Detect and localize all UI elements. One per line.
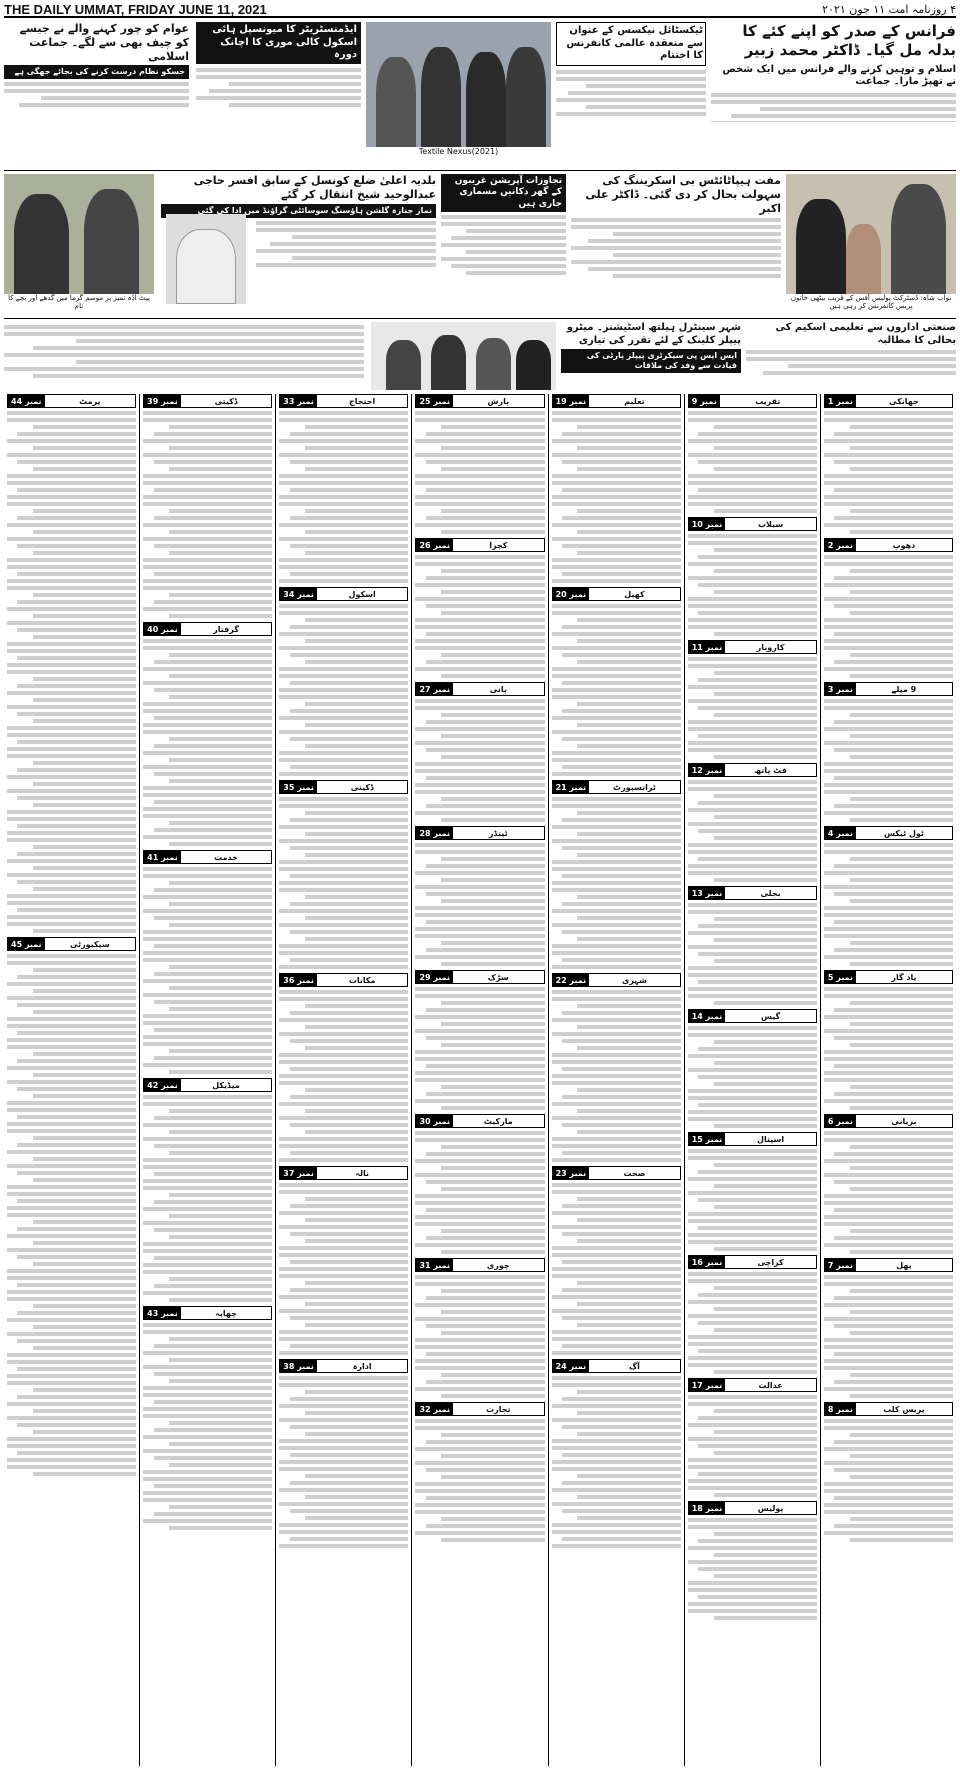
news-item-number: نمبر 11: [689, 641, 726, 653]
news-item-body: [279, 797, 408, 969]
news-item-header: [279, 587, 408, 601]
baldia-subhead: نماز جنازہ گلشن ہاؤسنگ سوسائٹی گراؤنڈ میں ادا کی گئی: [161, 204, 436, 218]
news-item-number: نمبر 34: [280, 588, 317, 600]
news-item-body: [279, 990, 408, 1162]
news-item-header: [279, 394, 408, 408]
news-item-header: [143, 394, 272, 408]
news-item: [552, 1166, 681, 1355]
news-item-number: نمبر 21: [553, 781, 590, 793]
news-item: [415, 970, 544, 1110]
news-item-header: [688, 640, 817, 654]
news-item-keyword: خدمت: [214, 852, 238, 862]
news-item: [688, 640, 817, 759]
news-item-keyword: پھل: [896, 1260, 912, 1270]
news-item-number: نمبر 42: [144, 1079, 181, 1091]
news-item-number: نمبر 4: [825, 827, 856, 839]
news-item-keyword: سڑک: [487, 972, 509, 982]
news-item-keyword: فٹ پاتھ: [754, 765, 787, 775]
news-column: [548, 394, 684, 1766]
news-item-number: نمبر 22: [553, 974, 590, 986]
news-item-keyword: نالہ: [355, 1168, 369, 1178]
news-item-body: [688, 411, 817, 513]
news-item-header: [688, 763, 817, 777]
news-column: [411, 394, 547, 1766]
baldia-story: [161, 174, 436, 314]
news-item-keyword: کھیل: [624, 589, 645, 599]
news-column: [820, 394, 956, 1766]
news-item-number: نمبر 24: [553, 1360, 590, 1372]
public-subhead: جسکو نظام درست کرنے کی بجائے جھگی ہے: [4, 65, 189, 79]
news-item: [552, 394, 681, 583]
press-photo: [371, 322, 556, 390]
lead-story: [711, 22, 956, 122]
news-item-keyword: چوری: [486, 1260, 510, 1270]
news-item: [688, 886, 817, 1005]
news-item-body: [688, 1026, 817, 1128]
lead-subhead: اسلام و توہین کرنے والے فرانس میں ایک شخص نے تھپڑ مارا۔ جماعت: [722, 63, 956, 87]
corona-headline: مفت ہیپاٹائٹس بی اسکریننگ کی سہولت بحال کر دی گئی۔ ڈاکٹر علی اکبر: [585, 174, 781, 215]
news-item-number: نمبر 45: [8, 938, 45, 950]
news-item-header: [688, 517, 817, 531]
news-item-body: [552, 990, 681, 1162]
news-item: [279, 1359, 408, 1548]
girl-photo: [786, 174, 956, 294]
news-item-header: [824, 1258, 953, 1272]
masthead-date: ۴ روزنامہ امت ۱۱ جون ۲۰۲۱: [822, 2, 956, 16]
news-item: [279, 587, 408, 776]
news-columns: [4, 394, 956, 1766]
news-item-body: [415, 1275, 544, 1398]
news-item-number: نمبر 43: [144, 1307, 181, 1319]
news-item-body: [415, 987, 544, 1110]
news-item-keyword: ڈکیتی: [214, 396, 238, 406]
news-item-header: [824, 538, 953, 552]
news-item-keyword: بریانی: [891, 1116, 917, 1126]
news-item-keyword: کاروبار: [756, 642, 785, 652]
news-item-body: [7, 954, 136, 1476]
news-item-body: [824, 555, 953, 678]
news-item: [415, 1258, 544, 1398]
news-item: [7, 937, 136, 1476]
news-item-keyword: ٹینڈر: [488, 828, 508, 838]
news-item-body: [415, 1131, 544, 1254]
top-section: [4, 22, 956, 392]
news-item-body: [415, 411, 544, 534]
news-item-header: [279, 1166, 408, 1180]
news-item-number: نمبر 17: [689, 1379, 726, 1391]
news-item: [415, 394, 544, 534]
news-item: [688, 1378, 817, 1497]
textile-photo: [366, 22, 551, 147]
news-item-header: [415, 1402, 544, 1416]
news-item-number: نمبر 9: [689, 395, 720, 407]
news-item-header: [688, 1132, 817, 1146]
news-item-number: نمبر 13: [689, 887, 726, 899]
news-item-header: [143, 622, 272, 636]
news-item-body: [415, 699, 544, 822]
news-item-header: [415, 394, 544, 408]
news-item-header: [7, 394, 136, 408]
news-item: [552, 973, 681, 1162]
news-item-keyword: اسپتال: [757, 1134, 785, 1144]
news-item-keyword: ٹرانسپورٹ: [613, 782, 656, 792]
news-item-body: [552, 604, 681, 776]
news-item: [143, 622, 272, 846]
news-item: [143, 1078, 272, 1302]
news-item-keyword: احتجاج: [348, 396, 376, 406]
news-item-keyword: پولیس: [757, 1503, 784, 1513]
news-item-body: [824, 699, 953, 822]
news-item-header: [688, 1378, 817, 1392]
news-item-body: [279, 1376, 408, 1548]
news-item-header: [824, 1402, 953, 1416]
news-item-keyword: عدالت: [758, 1380, 783, 1390]
news-column: [4, 394, 139, 1766]
news-item-keyword: آگ: [628, 1361, 640, 1371]
news-item-header: [143, 1306, 272, 1320]
wapda-headline: صنعتی اداروں سے تعلیمی اسکیم کی بحالی کا مطالبہ: [775, 322, 956, 346]
health-headline: شہر سینٹرل ہیلتھ اسٹیشنز۔ میٹرو پیپلز کلینک کے لئے تقرر کی تیاری: [566, 322, 741, 346]
lead-headline: فرانس کے صدر کو اپنے کئے کا بدلہ مل گیا۔ ڈاکٹر محمد زبیر: [742, 22, 956, 59]
news-item-body: [143, 411, 272, 618]
news-item-number: نمبر 44: [8, 395, 45, 407]
news-item-keyword: کراچی: [757, 1257, 784, 1267]
news-item-header: [688, 886, 817, 900]
news-item-header: [688, 394, 817, 408]
news-item-number: نمبر 19: [553, 395, 590, 407]
news-item-keyword: میڈیکل: [212, 1080, 240, 1090]
news-item-body: [688, 780, 817, 882]
news-item-body: [824, 987, 953, 1110]
news-item-number: نمبر 18: [689, 1502, 726, 1514]
news-item-number: نمبر 36: [280, 974, 317, 986]
news-item-keyword: ٹول ٹیکس: [883, 828, 924, 838]
news-item-keyword: پرمٹ: [79, 396, 101, 406]
baldia-headline: بلدیہ اعلیٰ ضلع کونسل کے سابق افسر حاجی عبدالوحید شیخ انتقال کر گئے: [193, 174, 436, 201]
news-item-header: [824, 1114, 953, 1128]
news-item-number: نمبر 40: [144, 623, 181, 635]
news-item: [143, 1306, 272, 1530]
news-item-body: [552, 411, 681, 583]
news-item-body: [279, 604, 408, 776]
news-item-header: [824, 970, 953, 984]
news-item-body: [143, 639, 272, 846]
news-item-header: [415, 826, 544, 840]
news-item-body: [824, 1131, 953, 1254]
news-item-number: نمبر 31: [416, 1259, 453, 1271]
news-item-keyword: ڈکیتی: [350, 782, 374, 792]
news-item: [824, 1402, 953, 1542]
news-item-body: [688, 657, 817, 759]
news-item-number: نمبر 10: [689, 518, 726, 530]
news-item-keyword: پریس کلب: [883, 1404, 925, 1414]
news-item: [688, 517, 817, 636]
news-item-number: نمبر 16: [689, 1256, 726, 1268]
news-item-body: [824, 411, 953, 534]
news-item-number: نمبر 2: [825, 539, 856, 551]
news-item-body: [552, 797, 681, 969]
news-item-number: نمبر 27: [416, 683, 453, 695]
news-item: [279, 973, 408, 1162]
news-item-keyword: کچرا: [489, 540, 508, 550]
news-item: [415, 538, 544, 678]
news-item-number: نمبر 38: [280, 1360, 317, 1372]
news-item-header: [552, 587, 681, 601]
wapda-story: [746, 322, 956, 390]
news-item-header: [824, 394, 953, 408]
news-item: [552, 1359, 681, 1548]
textile-caption: Textile Nexus(2021): [366, 147, 551, 156]
news-item-header: [688, 1255, 817, 1269]
news-item-keyword: سیلاب: [757, 519, 784, 529]
news-item-body: [415, 1419, 544, 1542]
news-item-header: [415, 682, 544, 696]
news-item: [415, 1114, 544, 1254]
news-item-body: [415, 843, 544, 966]
news-item-header: [552, 1359, 681, 1373]
public-story: [4, 22, 189, 122]
news-item-number: نمبر 30: [416, 1115, 453, 1127]
news-item-number: نمبر 32: [416, 1403, 453, 1415]
news-item: [552, 780, 681, 969]
school-headline: ایڈمنسٹریٹر کا میونسپل ہائی اسکول کالی موری کا اچانک دورہ: [196, 22, 361, 64]
news-item-number: نمبر 29: [416, 971, 453, 983]
news-item-body: [7, 411, 136, 933]
news-item-body: [688, 1149, 817, 1251]
news-item-header: [143, 850, 272, 864]
news-item: [143, 850, 272, 1074]
news-item-body: [552, 1183, 681, 1355]
news-item-header: [688, 1009, 817, 1023]
news-item-number: نمبر 39: [144, 395, 181, 407]
news-item: [824, 394, 953, 534]
news-item-number: نمبر 20: [553, 588, 590, 600]
lead-body: [711, 93, 956, 123]
news-item-keyword: گرفتار: [213, 624, 239, 634]
news-item: [279, 1166, 408, 1355]
news-item: [688, 1255, 817, 1374]
news-item-keyword: مارکیٹ: [483, 1116, 513, 1126]
news-item-number: نمبر 23: [553, 1167, 590, 1179]
news-item-number: نمبر 5: [825, 971, 856, 983]
news-item: [824, 826, 953, 966]
news-item-body: [688, 1395, 817, 1497]
news-item-number: نمبر 3: [825, 683, 856, 695]
news-item-number: نمبر 7: [825, 1259, 856, 1271]
encroach-headline: تجاوزات آپریشن غریبوں کے گھر دکانیں مسماری جاری ہیں: [441, 174, 566, 212]
news-item-header: [552, 394, 681, 408]
news-column: [139, 394, 275, 1766]
news-item-number: نمبر 15: [689, 1133, 726, 1145]
news-item-keyword: تقریب: [755, 396, 781, 406]
news-item: [552, 587, 681, 776]
news-item-body: [143, 1323, 272, 1530]
news-item-keyword: چھاپہ: [215, 1308, 237, 1318]
news-item-body: [143, 867, 272, 1074]
news-item-keyword: گیس: [760, 1011, 781, 1021]
news-item-number: نمبر 28: [416, 827, 453, 839]
news-item-keyword: 9 میلے: [891, 684, 917, 694]
news-item-number: نمبر 14: [689, 1010, 726, 1022]
news-item-keyword: صحت: [623, 1168, 646, 1178]
news-item-header: [552, 780, 681, 794]
news-item-keyword: ادارہ: [352, 1361, 372, 1371]
news-item: [143, 394, 272, 618]
news-item-header: [415, 970, 544, 984]
press-subhead: ایس ایس پی سیکرٹری پیپلز پارٹی کی قیادت سے وفد کی ملاقات: [561, 349, 741, 373]
news-item-body: [552, 1376, 681, 1548]
news-item-number: نمبر 6: [825, 1115, 856, 1127]
news-item-body: [688, 903, 817, 1005]
news-item-number: نمبر 12: [689, 764, 726, 776]
news-item-body: [279, 1183, 408, 1355]
news-item-body: [824, 1275, 953, 1398]
news-item-number: نمبر 35: [280, 781, 317, 793]
left-story: [4, 322, 364, 390]
encroach-story: [441, 174, 566, 314]
news-item-keyword: تجارت: [486, 1404, 511, 1414]
news-item-keyword: بارش: [487, 396, 510, 406]
news-item-keyword: اسکول: [348, 589, 376, 599]
news-item-header: [824, 826, 953, 840]
baldia-portrait: [166, 214, 246, 304]
news-item-body: [688, 1272, 817, 1374]
textile-headline: ٹیکسٹائل نیکسس کے عنوان سے منعقدہ عالمی کانفرنس کا اختتام: [556, 22, 706, 66]
news-item: [824, 1114, 953, 1254]
news-item-keyword: پانی: [489, 684, 507, 694]
news-item-header: [415, 1114, 544, 1128]
news-item: [415, 682, 544, 822]
school-story: [196, 22, 361, 122]
public-headline: عوام کو چور کہنے والے نے جیسے کو چیف بھی سے لگے۔ جماعت اسلامی: [19, 22, 189, 63]
textile-story: [556, 22, 706, 122]
news-item: [824, 682, 953, 822]
news-item-header: [143, 1078, 272, 1092]
news-item-body: [279, 411, 408, 583]
news-item: [688, 1009, 817, 1128]
corona-story: [571, 174, 781, 314]
news-item: [415, 826, 544, 966]
news-item-header: [279, 780, 408, 794]
news-item-header: [688, 1501, 817, 1515]
news-column: [684, 394, 820, 1766]
news-item-body: [824, 1419, 953, 1542]
news-item-body: [143, 1095, 272, 1302]
news-item: [688, 1501, 817, 1620]
news-item: [688, 1132, 817, 1251]
news-item-header: [552, 1166, 681, 1180]
news-item-header: [279, 1359, 408, 1373]
news-column: [275, 394, 411, 1766]
news-item-number: نمبر 41: [144, 851, 181, 863]
news-item: [7, 394, 136, 933]
news-item-number: نمبر 25: [416, 395, 453, 407]
news-item: [415, 1402, 544, 1542]
masthead: [4, 2, 956, 18]
news-item-header: [824, 682, 953, 696]
girl-caption: نواب شاہ: ڈسٹرکٹ پولیس آفس کے قریب بیٹھی خاتون پریس کانفرنس کر رہی ہیں: [786, 294, 956, 310]
donkey-caption: پیٹ اڈہ تمیز پر موسم گرما میں گدھے اور بچے کا نام: [4, 294, 154, 310]
news-item-keyword: دھوپ: [892, 540, 916, 550]
news-item-body: [688, 1518, 817, 1620]
news-item-keyword: تعلیم: [624, 396, 645, 406]
news-item-header: [415, 538, 544, 552]
news-item-keyword: بجلی: [760, 888, 781, 898]
news-item-number: نمبر 26: [416, 539, 453, 551]
news-item-header: [279, 973, 408, 987]
news-item-keyword: مکانات: [348, 975, 376, 985]
news-item-body: [415, 555, 544, 678]
news-item-number: نمبر 33: [280, 395, 317, 407]
news-item: [824, 1258, 953, 1398]
news-item: [824, 970, 953, 1110]
news-item-number: نمبر 1: [825, 395, 856, 407]
news-item-keyword: جھانکی: [889, 396, 919, 406]
donkey-photo: [4, 174, 154, 294]
news-item-header: [552, 973, 681, 987]
news-item: [688, 763, 817, 882]
news-item: [279, 394, 408, 583]
news-item-body: [688, 534, 817, 636]
news-item: [688, 394, 817, 513]
news-item-header: [7, 937, 136, 951]
news-item: [824, 538, 953, 678]
news-item-header: [415, 1258, 544, 1272]
news-item: [279, 780, 408, 969]
news-item-number: نمبر 37: [280, 1167, 317, 1179]
masthead-title: THE DAILY UMMAT, FRIDAY JUNE 11, 2021: [4, 1, 267, 17]
news-item-number: نمبر 8: [825, 1403, 856, 1415]
news-item-keyword: سیکیورٹی: [69, 939, 110, 949]
news-item-keyword: یاد گار: [891, 972, 917, 982]
health-story: [561, 322, 741, 390]
news-item-keyword: شہری: [621, 975, 647, 985]
news-item-body: [824, 843, 953, 966]
